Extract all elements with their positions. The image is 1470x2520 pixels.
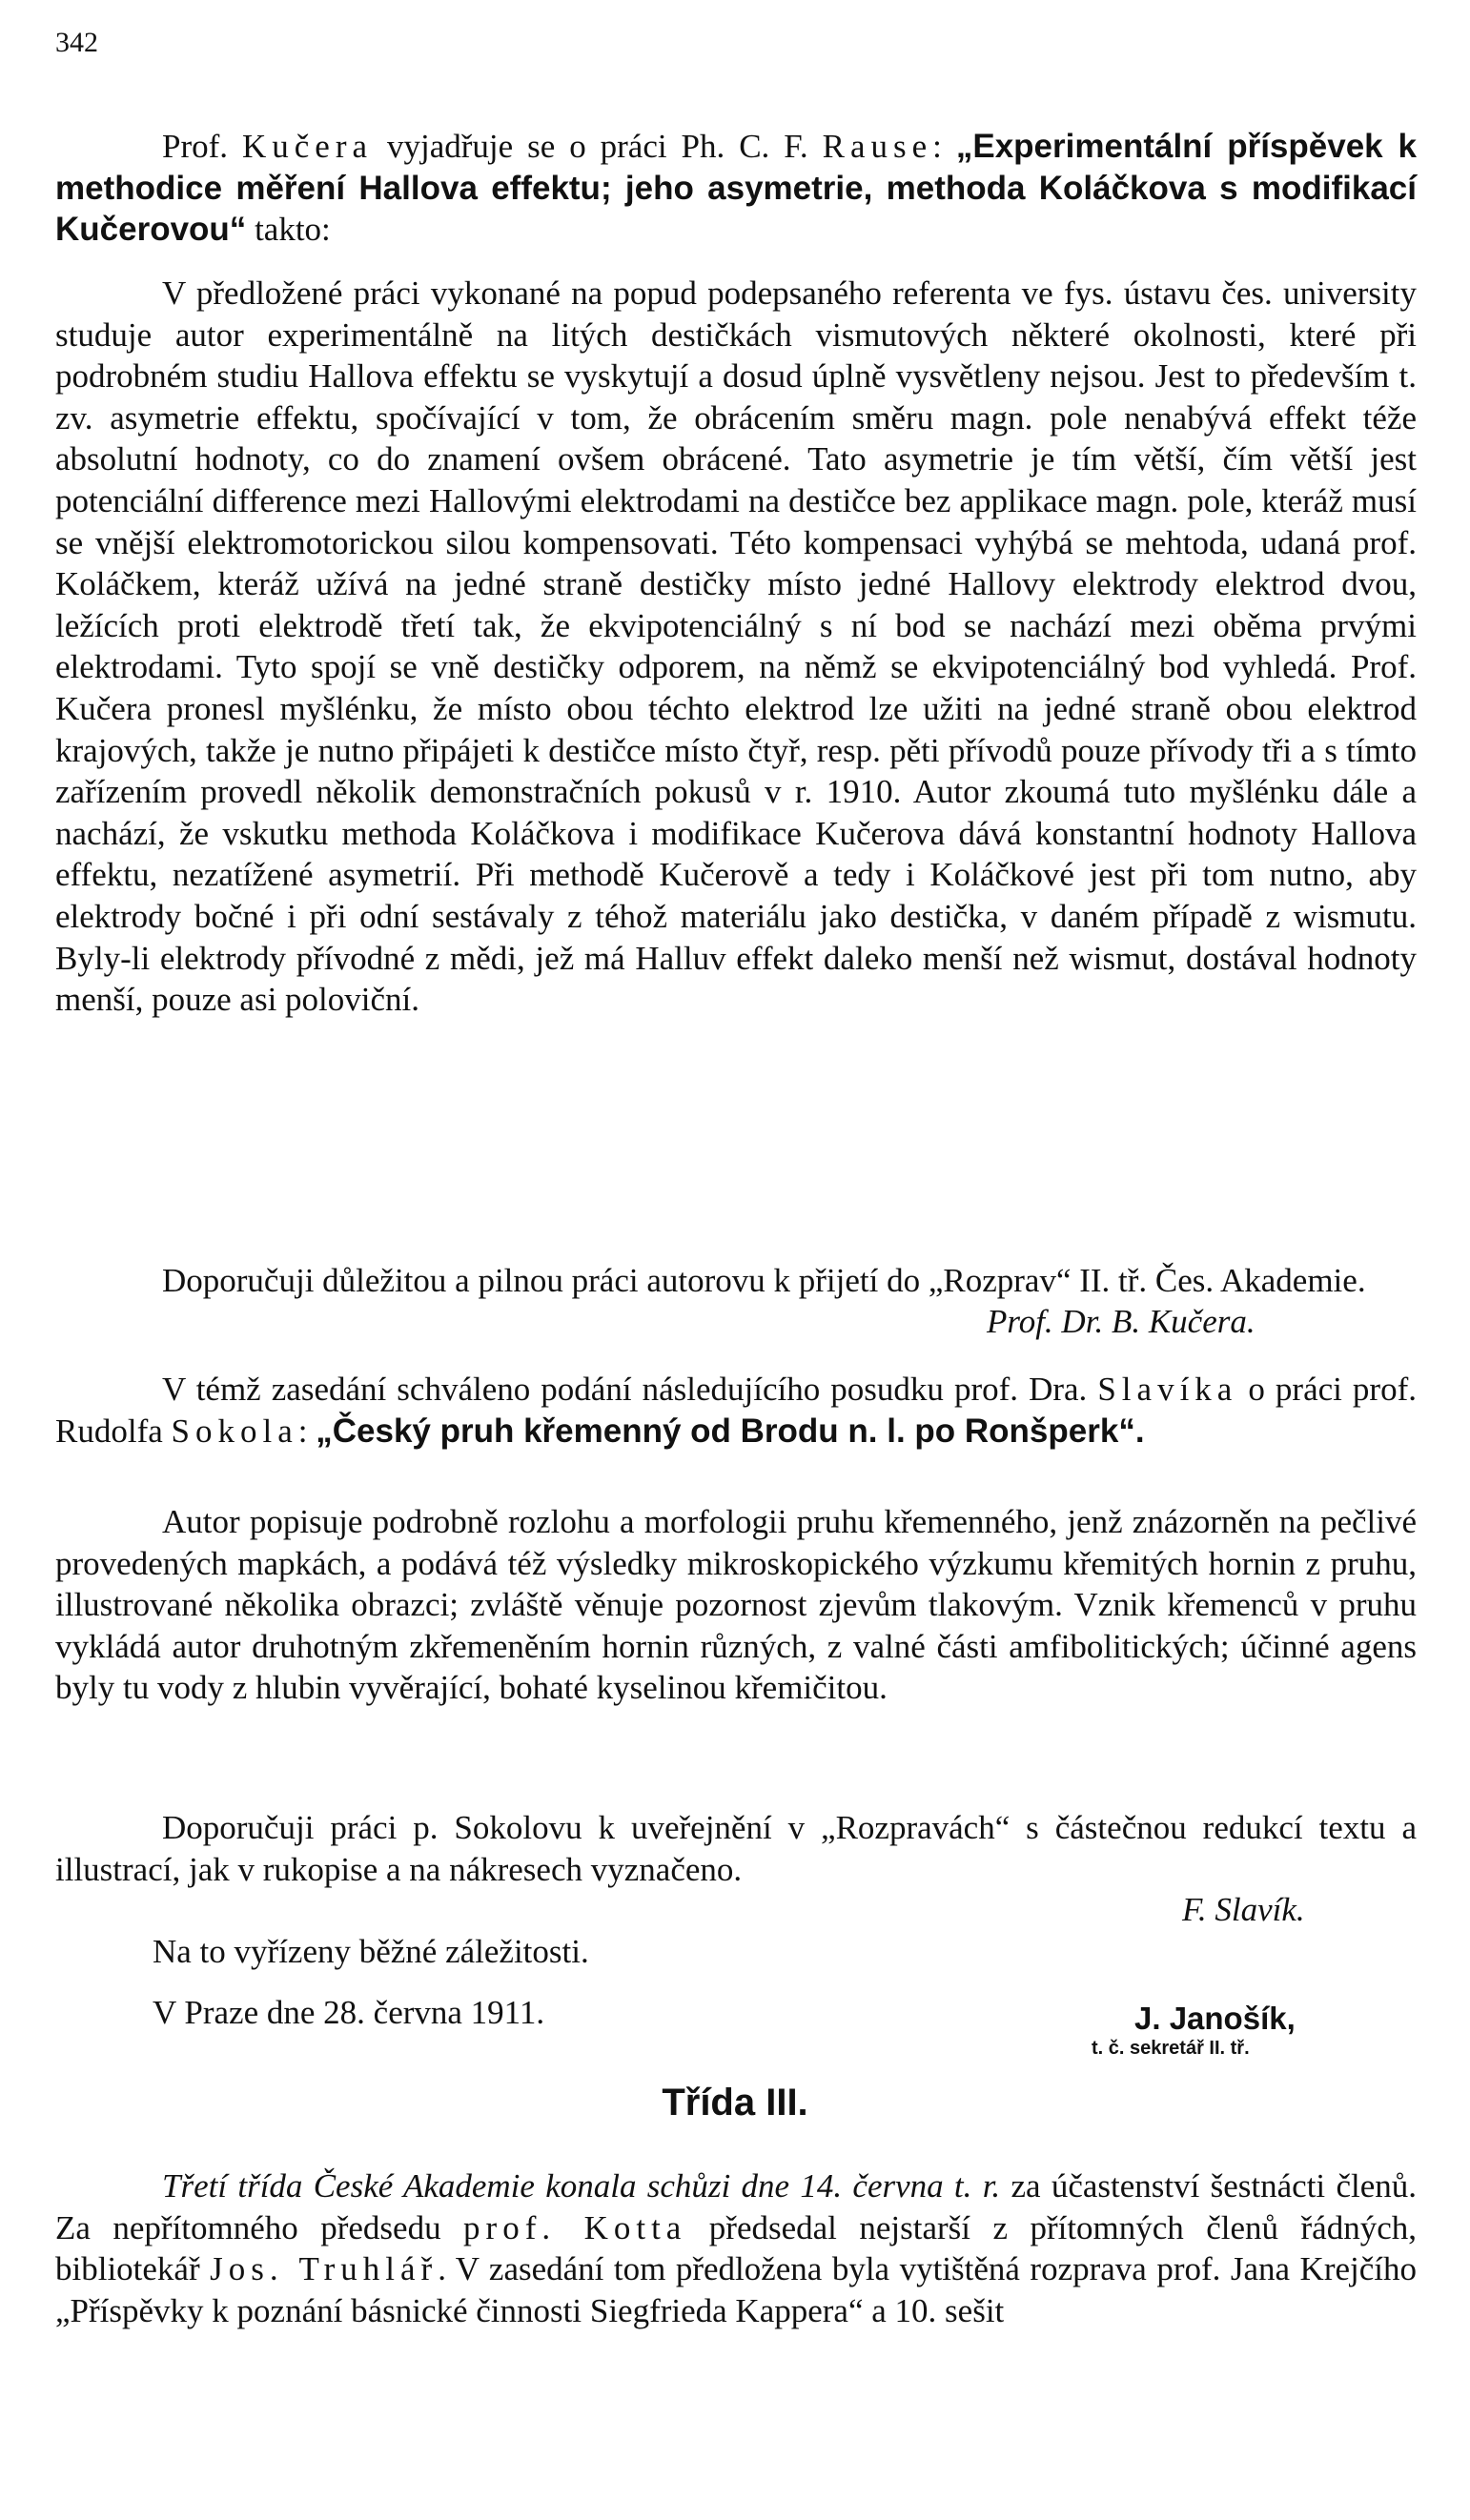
text-colon: : xyxy=(297,1412,316,1450)
recommendation-text: Doporučuji práci p. Sokolovu k uveřejnění v „Rozpravách“ s částečnou redukcí textu a illustrací, jak v rukopise a na nákresech vyznačeno. xyxy=(55,1809,1417,1888)
reviewer-name: Slavíka xyxy=(1097,1371,1238,1408)
paragraph-class-three-session xyxy=(55,2165,1417,2331)
text-tail: takto: xyxy=(246,211,331,249)
recommendation-text: Doporučuji důležitou a pilnou práci autorovu k přijetí do „Rozprav“ II. tř. Čes. Akademie. xyxy=(162,1262,1366,1299)
work-title: „Český pruh křemenný od Brodu n. l. po Ronšperk“. xyxy=(316,1412,1145,1450)
session-italic-lead: Třetí třída České Akademie konala schůzi dne 14. června t. r. xyxy=(162,2167,1001,2205)
signature-kucera: Prof. Dr. B. Kučera. xyxy=(987,1303,1256,1340)
text-rest2: předsedal nejstarší z přítomných členů řádných, bibliotekář xyxy=(55,2208,1417,2288)
work-title: „Experimentální příspěvek k methodice měření Hallova effektu; jeho asymetrie, methoda Koláčkova s modifikací Kučerovou“ xyxy=(55,128,1418,249)
paragraph-kucera-review-body: V předložené práci vykonané na popud podepsaného referenta ve fys. ústavu čes. university studuje autor experimentálně na litých destičkách vismutových některé okolnosti, které při podrobném studiu Hallova effektu se vyskytují a dosud úplně vysvětleny nejsou. Jest to především t. zv. asymetrie effektu, spočívající v tom, že obrácením směru magn. pole nenabývá effekt téže absolutní hodnoty, co do znamení ovšem obrácené. Tato asymetrie je tím větší, čím větší jest potenciální difference mezi Hallovými elektrodami na destičce bez applikace magn. pole, kteráž musí se vnější elektromotorickou silou kompensovati. Této kompensaci vyhýbá se mehtoda, udaná prof. Koláčkem, kteráž užívá na jedné straně destičky místo jedné Hallovy elektrody elektrod dvou, ležících proti elektrodě třetí tak, že ekvipotenciálný s ní bod se nachází mezi oběma prvými elektrodami. Tyto spojí se vně destičky odporem, na němž se ekvipotenciálný bod vyhledá. Prof. Kučera pronesl myšlénku, že místo obou téchto elektrod lze užiti na jedné straně obou elektrod krajových, takže je nutno připájeti k destičce místo čtyř, resp. pěti přívodů pouze přívody tři a s tímto zařízením provedl několik demonstračních pokusů v r. 1910. Autor zkoumá tuto myšlénku dále a nachází, že vskutku methoda Koláčkova i modifikace Kučerova dává konstantní hodnoty Hallova effektu, nezatížené asymetrií. Při methodě Kučerově a tedy i Koláčkové jest při tom nutno, aby elektrody bočné i při odní sestávaly z téhož materiálu jako destička, v daném případě z wismutu. Byly-li elektrody přívodné z mědi, jež má Halluv effekt daleko menší než wismut, dostával hodnoty menší, pouze asi poloviční. xyxy=(55,274,1417,1019)
librarian-name: Jos. Truhlář xyxy=(210,2250,439,2288)
secretary-title: t. č. sekretář II. tř. xyxy=(1092,2038,1250,2059)
text-lead: V témž zasedání schváleno podání následujícího posudku prof. Dra. xyxy=(162,1371,1098,1408)
paragraph-slavik-review-intro xyxy=(55,1369,1417,1452)
author-name: Sokola xyxy=(171,1412,298,1450)
paragraph-kucera-recommendation xyxy=(55,1260,1417,1302)
dateline: V Praze dne 28. června 1911. xyxy=(153,1994,545,2031)
author-name: Rause xyxy=(822,128,933,165)
text-rest1: za účastenství šestnácti členů. Za nepřítomného předsedu xyxy=(55,2167,1417,2246)
text-colon: : xyxy=(932,128,956,165)
text-rest3: . V zasedání tom předložena byla vytištěná rozprava prof. Jana Krejčího „Příspěvky k poznání básnické činnosti Siegfrieda Kappera“ a 10. sešit xyxy=(55,2250,1418,2329)
paragraph-slavik-review-body: Autor popisuje podrobně rozlohu a morfologii pruhu křemenného, jenž znázorněn na pečlivé provedených mapkách, a podává též výsledky mikroskopického výzkumu křemitých hornin z pruhu, illustrované několika obrazci; zvláště věnuje pozornost zjevům tlakovým. Vznik křemenců v pruhu vykládá autor druhotným zkřemeněním hornin různých, z valné části amfibolitických; účinné agens byly tu vody z hlubin vyvěrající, bohaté kyselinou křemičitou. xyxy=(55,1503,1417,1707)
president-name: prof. Kotta xyxy=(463,2208,687,2246)
text-mid: o práci prof. Rudolfa xyxy=(55,1371,1417,1450)
paragraph-slavik-recommendation xyxy=(55,1807,1417,1890)
section-heading: Třída III. xyxy=(662,2082,808,2124)
secretary-name: J. Janošík, xyxy=(1134,2001,1296,2036)
reviewer-name: Kučera xyxy=(241,128,374,165)
signature-slavik: F. Slavík. xyxy=(1182,1891,1305,1928)
paragraph-kucera-review-intro xyxy=(55,126,1417,251)
closing-note: Na to vyřízeny běžné záležitosti. xyxy=(153,1933,589,1970)
text-mid: vyjadřuje se o práci Ph. C. F. xyxy=(373,128,823,165)
page-number: 342 xyxy=(55,27,98,58)
text-lead: Prof. xyxy=(162,128,242,165)
